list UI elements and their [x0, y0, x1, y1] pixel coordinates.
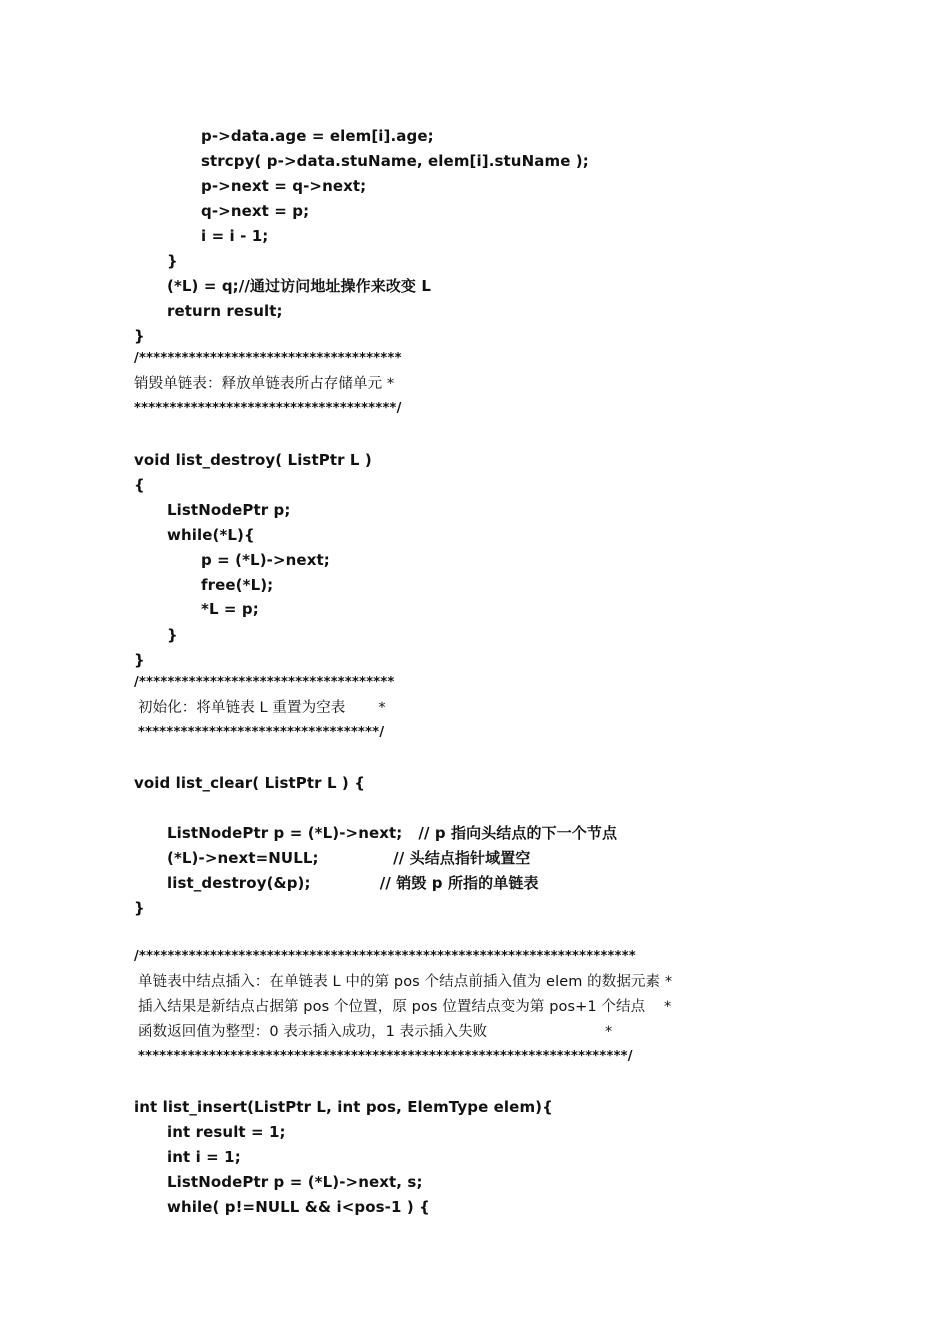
comment-line: 销毁单链表：释放单链表所占存储单元 *	[134, 376, 395, 392]
code-line: *L = p;	[201, 600, 259, 618]
code-line: return result;	[167, 302, 283, 320]
code-line: }	[167, 252, 178, 270]
code-line: {	[134, 476, 145, 494]
code-line: ListNodePtr p = (*L)->next; // p 指向头结点的下一个节点	[167, 824, 618, 842]
code-line: while( p!=NULL && i<pos-1 ) {	[167, 1198, 430, 1216]
comment-line: 初始化：将单链表 L 重置为空表 *	[138, 700, 386, 716]
code-line: (*L) = q;//通过访问地址操作来改变 L	[167, 277, 432, 295]
comment-border: /************************************	[134, 675, 395, 690]
code-line: while(*L){	[167, 526, 255, 544]
code-line: int i = 1;	[167, 1148, 241, 1166]
code-line: (*L)->next=NULL; // 头结点指针域置空	[167, 849, 531, 867]
comment-border: /*************************************	[134, 351, 402, 366]
code-line: ListNodePtr p = (*L)->next, s;	[167, 1173, 423, 1191]
comment-line: 单链表中结点插入：在单链表 L 中的第 pos 个结点前插入值为 elem 的数据元素 *	[138, 974, 673, 990]
code-line: free(*L);	[201, 576, 274, 594]
code-line: list_destroy(&p); // 销毁 p 所指的单链表	[167, 874, 539, 892]
code-line: int result = 1;	[167, 1123, 286, 1141]
function-signature: void list_destroy( ListPtr L )	[134, 451, 372, 469]
comment-line: 函数返回值为整型：0 表示插入成功，1 表示插入失败 *	[138, 1024, 613, 1040]
comment-line: 插入结果是新结点占据第 pos 个位置，原 pos 位置结点变为第 pos+1 个结点 *	[138, 999, 672, 1015]
code-line: }	[134, 327, 145, 345]
code-line: }	[134, 899, 145, 917]
code-line: }	[167, 626, 178, 644]
code-line: p->data.age = elem[i].age;	[201, 127, 434, 145]
comment-border: *********************************************************************/	[138, 1049, 633, 1064]
code-line: p->next = q->next;	[201, 177, 367, 195]
code-line: q->next = p;	[201, 202, 310, 220]
comment-border: *************************************/	[134, 401, 402, 416]
code-line: i = i - 1;	[201, 227, 269, 245]
function-signature: int list_insert(ListPtr L, int pos, ElemType elem){	[134, 1098, 553, 1116]
comment-border: /**********************************************************************	[134, 949, 636, 964]
code-line: p = (*L)->next;	[201, 551, 330, 569]
code-line: }	[134, 651, 145, 669]
code-line: strcpy( p->data.stuName, elem[i].stuName );	[201, 152, 589, 170]
comment-border: **********************************/	[138, 725, 385, 740]
function-signature: void list_clear( ListPtr L ) {	[134, 774, 365, 792]
code-line: ListNodePtr p;	[167, 501, 291, 519]
